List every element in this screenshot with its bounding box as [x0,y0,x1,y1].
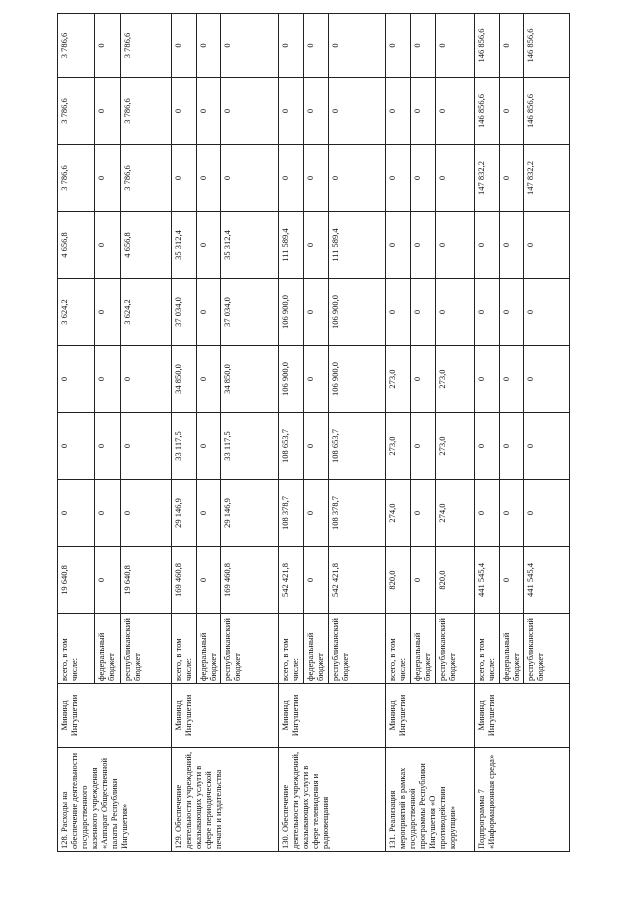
value-cell: 0 [58,480,95,547]
value-cell: 3 786,6 [58,78,95,145]
value-cell: 108 378,7 [278,480,303,547]
value-cell: 0 [524,480,570,547]
value-cell: 169 460,8 [171,547,196,614]
value-cell: 108 378,7 [328,480,385,547]
value-cell: 0 [303,145,328,212]
value-cell: 820,0 [435,547,474,614]
value-cell: 0 [524,413,570,480]
funding-source-cell: федеральный бюджет [410,614,435,684]
table-row [385,14,410,852]
value-cell: 0 [94,346,120,413]
value-cell: 19 640,8 [120,547,171,614]
value-cell: 0 [94,547,120,614]
value-cell: 0 [499,547,524,614]
value-cell: 33 117,5 [221,413,278,480]
value-cell: 0 [94,279,120,346]
value-cell: 0 [499,145,524,212]
value-cell: 0 [410,14,435,78]
value-cell: 0 [303,413,328,480]
value-cell: 0 [196,547,221,614]
value-cell: 147 832,2 [524,145,570,212]
value-cell: 0 [474,480,499,547]
value-cell: 0 [410,78,435,145]
value-cell: 274,0 [435,480,474,547]
program-name-cell: 130. Обеспечение деятельности учреждений, оказывающих услуги в сфере телевидения и радиовещания [278,748,385,852]
program-name-cell: 128. Расходы на обеспечение деятельности государственного казенного учреждения «Аппарат Общественной палаты Республики Ингушетия» [58,748,172,852]
executor-cell: Мининд Ингушетии [474,684,569,748]
value-cell: 0 [328,78,385,145]
value-cell: 0 [385,14,410,78]
funding-source-cell: всего, в том числе: [171,614,196,684]
value-cell: 0 [58,346,95,413]
value-cell: 0 [474,279,499,346]
funding-source-cell: республиканский бюджет [435,614,474,684]
value-cell: 0 [385,212,410,279]
value-cell: 0 [94,78,120,145]
value-cell: 106 900,0 [278,346,303,413]
value-cell: 3 624,2 [120,279,171,346]
value-cell: 0 [499,279,524,346]
value-cell: 0 [303,480,328,547]
value-cell: 146 856,6 [474,78,499,145]
value-cell: 0 [196,14,221,78]
value-cell: 274,0 [385,480,410,547]
value-cell: 0 [303,212,328,279]
value-cell: 0 [221,145,278,212]
value-cell: 0 [435,212,474,279]
value-cell: 0 [410,212,435,279]
value-cell: 0 [435,279,474,346]
value-cell: 0 [435,78,474,145]
value-cell: 0 [524,212,570,279]
table-row [58,14,95,852]
value-cell: 0 [196,279,221,346]
value-cell: 0 [328,14,385,78]
value-cell: 3 624,2 [58,279,95,346]
value-cell: 441 545,4 [474,547,499,614]
value-cell: 0 [499,78,524,145]
rotated-table-wrapper [57,28,570,852]
program-name-cell: 131. Реализация мероприятий в рамках государственной программы Республики Ингушетия «О противодействии коррупции» [385,748,474,852]
value-cell: 29 146,9 [171,480,196,547]
value-cell: 0 [303,78,328,145]
value-cell: 35 312,4 [171,212,196,279]
value-cell: 34 850,0 [221,346,278,413]
value-cell: 0 [435,14,474,78]
value-cell: 108 653,7 [278,413,303,480]
value-cell: 33 117,5 [171,413,196,480]
value-cell: 111 589,4 [328,212,385,279]
value-cell: 169 460,8 [221,547,278,614]
value-cell: 0 [278,78,303,145]
value-cell: 106 900,0 [328,279,385,346]
value-cell: 108 653,7 [328,413,385,480]
budget-table [57,13,570,852]
value-cell: 0 [94,212,120,279]
value-cell: 4 656,8 [58,212,95,279]
funding-source-cell: всего, в том числе: [385,614,410,684]
value-cell: 0 [303,547,328,614]
value-cell: 542 421,8 [328,547,385,614]
funding-source-cell: республиканский бюджет [221,614,278,684]
value-cell: 0 [410,547,435,614]
value-cell: 3 786,6 [120,78,171,145]
value-cell: 0 [499,212,524,279]
value-cell: 0 [196,413,221,480]
value-cell: 0 [94,480,120,547]
value-cell: 441 545,4 [524,547,570,614]
value-cell: 0 [303,14,328,78]
value-cell: 0 [278,145,303,212]
value-cell: 4 656,8 [120,212,171,279]
value-cell: 0 [474,346,499,413]
value-cell: 0 [410,413,435,480]
value-cell: 0 [524,346,570,413]
value-cell: 19 640,8 [58,547,95,614]
value-cell: 0 [499,480,524,547]
funding-source-cell: всего, в том числе: [58,614,95,684]
executor-cell: Мининд Ингушетии [171,684,278,748]
value-cell: 106 900,0 [278,279,303,346]
value-cell: 273,0 [435,346,474,413]
value-cell: 0 [120,346,171,413]
value-cell: 542 421,8 [278,547,303,614]
value-cell: 111 589,4 [278,212,303,279]
value-cell: 0 [196,346,221,413]
value-cell: 3 786,6 [120,145,171,212]
value-cell: 0 [410,346,435,413]
executor-cell: Мининд Ингушетии [278,684,385,748]
program-name-cell: 129. Обеспечение деятельности учреждений, оказывающих услуги в сфере периодической печати и издательства [171,748,278,852]
value-cell: 34 850,0 [171,346,196,413]
funding-source-cell: республиканский бюджет [328,614,385,684]
value-cell: 0 [499,346,524,413]
value-cell: 0 [221,78,278,145]
value-cell: 37 034,0 [221,279,278,346]
value-cell: 0 [328,145,385,212]
funding-source-cell: всего, в том числе: [278,614,303,684]
value-cell: 0 [94,413,120,480]
value-cell: 0 [524,279,570,346]
value-cell: 0 [94,145,120,212]
value-cell: 3 786,6 [58,145,95,212]
value-cell: 0 [385,279,410,346]
value-cell: 0 [410,145,435,212]
value-cell: 820,0 [385,547,410,614]
funding-source-cell: федеральный бюджет [196,614,221,684]
funding-source-cell: всего, в том числе: [474,614,499,684]
value-cell: 0 [385,145,410,212]
value-cell: 0 [120,413,171,480]
value-cell: 0 [196,480,221,547]
value-cell: 106 900,0 [328,346,385,413]
value-cell: 0 [58,413,95,480]
table-body [58,14,570,852]
value-cell: 0 [474,212,499,279]
value-cell: 0 [221,14,278,78]
value-cell: 37 034,0 [171,279,196,346]
value-cell: 146 856,6 [474,14,499,78]
value-cell: 0 [171,78,196,145]
table-row [278,14,303,852]
table-row [474,14,499,852]
program-name-cell: Подпрограмма 7 «Информационная среда» [474,748,569,852]
value-cell: 273,0 [385,346,410,413]
value-cell: 0 [410,279,435,346]
executor-cell: Мининд Ингушетии [385,684,474,748]
value-cell: 0 [303,279,328,346]
funding-source-cell: республиканский бюджет [524,614,570,684]
value-cell: 146 856,6 [524,14,570,78]
value-cell: 0 [410,480,435,547]
value-cell: 0 [120,480,171,547]
value-cell: 273,0 [435,413,474,480]
value-cell: 0 [171,145,196,212]
value-cell: 0 [196,145,221,212]
value-cell: 146 856,6 [524,78,570,145]
value-cell: 29 146,9 [221,480,278,547]
executor-cell: Мининд Ингушетии [58,684,172,748]
value-cell: 0 [435,145,474,212]
value-cell: 0 [94,14,120,78]
value-cell: 0 [474,413,499,480]
value-cell: 0 [499,413,524,480]
value-cell: 0 [499,14,524,78]
value-cell: 273,0 [385,413,410,480]
value-cell: 0 [385,78,410,145]
value-cell: 0 [196,78,221,145]
value-cell: 0 [171,14,196,78]
funding-source-cell: федеральный бюджет [94,614,120,684]
value-cell: 3 786,6 [120,14,171,78]
funding-source-cell: федеральный бюджет [303,614,328,684]
value-cell: 0 [278,14,303,78]
value-cell: 35 312,4 [221,212,278,279]
funding-source-cell: республиканский бюджет [120,614,171,684]
value-cell: 3 786,6 [58,14,95,78]
value-cell: 147 832,2 [474,145,499,212]
table-row [171,14,196,852]
value-cell: 0 [196,212,221,279]
value-cell: 0 [303,346,328,413]
funding-source-cell: федеральный бюджет [499,614,524,684]
